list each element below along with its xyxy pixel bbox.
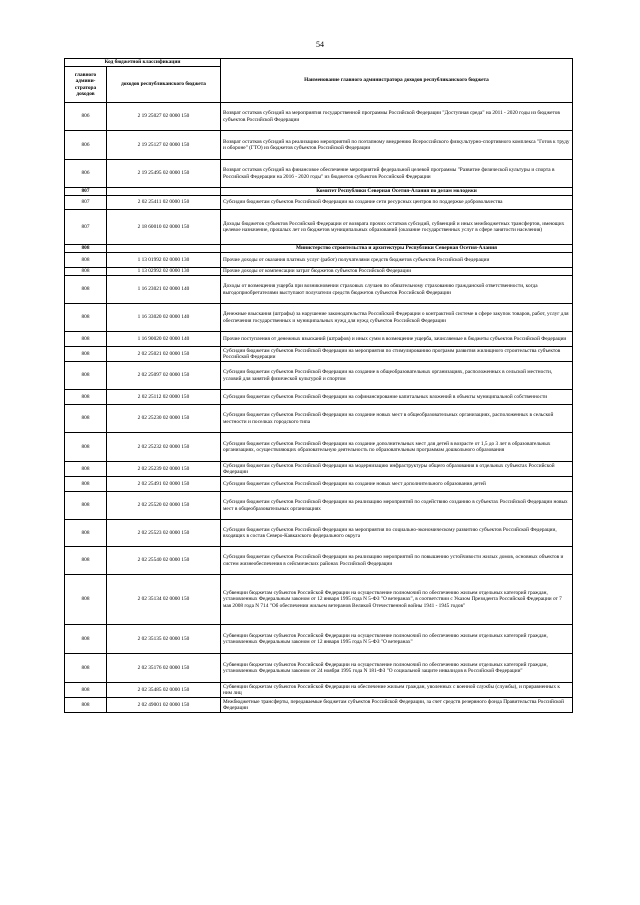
table-row xyxy=(65,654,573,683)
table-row xyxy=(65,160,573,188)
revenue-code-cell: 2 19 25127 02 0000 150 xyxy=(107,131,221,160)
revenue-code-cell: 2 02 25520 02 0000 150 xyxy=(107,492,221,520)
revenue-code-cell: 1 16 23021 02 0000 140 xyxy=(107,276,221,304)
revenue-code-cell: 2 02 35135 02 0000 150 xyxy=(107,625,221,654)
admin-code-cell: 808 xyxy=(65,462,107,477)
admin-code-cell: 808 xyxy=(65,477,107,492)
revenue-code-cell: 2 18 60010 02 0000 150 xyxy=(107,210,221,245)
admin-code-cell: 806 xyxy=(65,131,107,160)
admin-name-cell: Денежные взыскания (штрафы) за нарушение законодательства Российской Федерации о контрактной системе в сфере закупок товаров, работ, услуг для обеспечения государственных и муниципальных нужд для нужд субъектов Российской Федерации xyxy=(221,304,573,332)
admin-name-cell: Субсидии бюджетам субъектов Российской Федерации на софинансирование капитальных вложений в объекты муниципальной собственности xyxy=(221,390,573,405)
table-row xyxy=(65,520,573,547)
admin-code-cell: 806 xyxy=(65,160,107,188)
admin-code-cell: 806 xyxy=(65,103,107,131)
table-row xyxy=(65,103,573,131)
admin-code-cell: 808 xyxy=(65,698,107,713)
revenue-code-cell: 2 02 49001 02 0000 150 xyxy=(107,698,221,713)
admin-name-cell: Субсидии бюджетам субъектов Российской Федерации на создание новых мест дополнительного образования детей xyxy=(221,477,573,492)
header-classification-code: Код бюджетной классификации xyxy=(65,59,221,67)
admin-name-cell: Субвенции бюджетам субъектов Российской Федерации на обеспечение жильем граждан, уволенных с военной службы (службы), и приравненных к ним лиц xyxy=(221,683,573,698)
admin-name-cell: Субсидии бюджетам субъектов Российской Федерации на реализацию мероприятий по содействию созданию в субъектах Российской Федерации новых мест в общеобразовательных организациях xyxy=(221,492,573,520)
revenue-code-cell xyxy=(107,245,221,253)
revenue-code-cell: 2 02 25112 02 0000 150 xyxy=(107,390,221,405)
header-revenue-code: доходов республиканского бюджета xyxy=(107,67,221,103)
table-row xyxy=(65,131,573,160)
admin-name-cell: Субсидии бюджетам субъектов Российской Федерации на создание дополнительных мест для детей в возрасте от 1,5 до 3 лет в образовательных организациях, осуществляющих образовательную деятельность по образовательным программам дошкольного образования xyxy=(221,433,573,462)
admin-name-cell: Прочие доходы от оказания платных услуг (работ) получателями средств бюджетов субъектов Российской Федерации xyxy=(221,253,573,268)
revenue-code-cell: 2 19 25495 02 0000 150 xyxy=(107,160,221,188)
admin-name-cell: Возврат остатков субсидий на реализацию мероприятий по поэтапному внедрению Всероссийского физкультурно-спортивного комплекса "Готов к труду и обороне" (ГТО) из бюджетов субъектов Российской Федерации xyxy=(221,131,573,160)
admin-code-cell: 808 xyxy=(65,304,107,332)
admin-code-cell: 808 xyxy=(65,520,107,547)
revenue-code-cell: 2 02 25230 02 0000 150 xyxy=(107,405,221,433)
table-row xyxy=(65,188,573,196)
table-row xyxy=(65,390,573,405)
table-row xyxy=(65,268,573,276)
budget-classification-table xyxy=(64,58,573,713)
admin-name-cell: Субвенции бюджетам субъектов Российской Федерации на осуществление полномочий по обеспечению жильем отдельных категорий граждан, установленных Федеральным законом от 24 ноября 1995 года N 181-ФЗ "О социальной защите инвалидов в Российской Федерации" xyxy=(221,654,573,683)
admin-name-cell: Министерство строительства и архитектуры Республики Северная Осетия-Алания xyxy=(221,245,573,253)
admin-code-cell: 808 xyxy=(65,433,107,462)
admin-code-cell: 808 xyxy=(65,492,107,520)
admin-code-cell: 808 xyxy=(65,347,107,362)
admin-name-cell: Комитет Республики Северная Осетия-Алания по делам молодежи xyxy=(221,188,573,196)
admin-name-cell: Субсидии бюджетам субъектов Российской Федерации на мероприятия по социально-экономическому развитию субъектов Российской Федерации, входящих в состав Северо-Кавказского федерального округа xyxy=(221,520,573,547)
header-admin-code: главного админи-стратора доходов xyxy=(65,67,107,103)
revenue-code-cell: 2 02 25097 02 0000 150 xyxy=(107,362,221,390)
admin-code-cell: 808 xyxy=(65,405,107,433)
revenue-code-cell: 2 02 25411 02 0000 150 xyxy=(107,196,221,210)
revenue-code-cell: 2 02 25540 02 0000 150 xyxy=(107,547,221,575)
revenue-code-cell: 2 02 35176 02 0000 150 xyxy=(107,654,221,683)
revenue-code-cell: 1 16 33020 02 0000 140 xyxy=(107,304,221,332)
revenue-code-cell: 2 19 25027 02 0000 150 xyxy=(107,103,221,131)
table-row xyxy=(65,332,573,347)
admin-code-cell: 807 xyxy=(65,196,107,210)
admin-name-cell: Возврат остатков субсидий на мероприятия государственной программы Российской Федерации "Доступная среда" на 2011 - 2020 годы из бюджетов субъектов Российской Федерации xyxy=(221,103,573,131)
admin-code-cell: 808 xyxy=(65,547,107,575)
table-row xyxy=(65,575,573,625)
admin-code-cell: 808 xyxy=(65,683,107,698)
admin-name-cell: Субсидии бюджетам субъектов Российской Федерации на создание в общеобразовательных организациях, расположенных в сельской местности, условий для занятий физической культурой и спортом xyxy=(221,362,573,390)
revenue-code-cell: 2 02 25523 02 0000 150 xyxy=(107,520,221,547)
admin-code-cell: 807 xyxy=(65,188,107,196)
revenue-code-cell: 2 02 35134 02 0000 150 xyxy=(107,575,221,625)
admin-name-cell: Прочие доходы от компенсации затрат бюджетов субъектов Российской Федерации xyxy=(221,268,573,276)
admin-code-cell: 808 xyxy=(65,362,107,390)
table-body xyxy=(65,103,573,713)
table-row xyxy=(65,683,573,698)
table-row xyxy=(65,276,573,304)
revenue-code-cell: 2 02 25239 02 0000 150 xyxy=(107,462,221,477)
admin-code-cell: 808 xyxy=(65,245,107,253)
admin-name-cell: Субсидии бюджетам субъектов Российской Федерации на создание сети ресурсных центров по поддержке добровольчества xyxy=(221,196,573,210)
revenue-code-cell xyxy=(107,188,221,196)
admin-name-cell: Субсидии бюджетам субъектов Российской Федерации на создание новых мест в общеобразовательных организациях, расположенных в сельской местности и поселках городского типа xyxy=(221,405,573,433)
admin-code-cell: 807 xyxy=(65,210,107,245)
admin-code-cell: 808 xyxy=(65,276,107,304)
table-row xyxy=(65,362,573,390)
header-admin-name: Наименование главного администратора доходов республиканского бюджета xyxy=(221,59,573,103)
table-row xyxy=(65,245,573,253)
revenue-code-cell: 1 16 90020 02 0000 140 xyxy=(107,332,221,347)
admin-name-cell: Субсидии бюджетам субъектов Российской Федерации на модернизацию инфраструктуры общего образования в отдельных субъектах Российской Федерации xyxy=(221,462,573,477)
table-row xyxy=(65,196,573,210)
admin-name-cell: Субвенции бюджетам субъектов Российской Федерации на осуществление полномочий по обеспечению жильем отдельных категорий граждан, установленных Федеральным законом от 12 января 1995 года N 5-ФЗ "О ветеранах" xyxy=(221,625,573,654)
admin-code-cell: 808 xyxy=(65,575,107,625)
table-row xyxy=(65,347,573,362)
admin-name-cell: Межбюджетные трансферты, передаваемые бюджетам субъектов Российской Федерации, за счет средств резервного фонда Правительства Российской Федерации xyxy=(221,698,573,713)
table-row xyxy=(65,462,573,477)
admin-code-cell: 808 xyxy=(65,654,107,683)
revenue-code-cell: 2 02 25232 02 0000 150 xyxy=(107,433,221,462)
table-row xyxy=(65,210,573,245)
table-row xyxy=(65,405,573,433)
revenue-code-cell: 2 02 35485 02 0000 150 xyxy=(107,683,221,698)
table-row xyxy=(65,625,573,654)
revenue-code-cell: 1 13 01992 02 0000 130 xyxy=(107,253,221,268)
table-row xyxy=(65,698,573,713)
page-number: 54 xyxy=(316,40,324,49)
revenue-code-cell: 2 02 25491 02 0000 150 xyxy=(107,477,221,492)
table-row xyxy=(65,433,573,462)
table-row xyxy=(65,547,573,575)
admin-name-cell: Возврат остатков субсидий на финансовое обеспечение мероприятий федеральной целевой программы "Развитие физической культуры и спорта в Российской Федерации на 2016 - 2020 годы" из бюджетов субъектов Российской Федерации xyxy=(221,160,573,188)
admin-name-cell: Доходы от возмещения ущерба при возникновении страховых случаев по обязательному страхованию гражданской ответственности, когда выгодоприобретателями выступают получатели средств бюджетов субъектов Российской Федерации xyxy=(221,276,573,304)
admin-name-cell: Прочие поступления от денежных взысканий (штрафов) и иных сумм в возмещение ущерба, зачисляемые в бюджеты субъектов Российской Федерации xyxy=(221,332,573,347)
table-row xyxy=(65,492,573,520)
admin-name-cell: Субсидии бюджетам субъектов Российской Федерации на реализацию мероприятий по повышению устойчивости жилых домов, основных объектов и систем жизнеобеспечения в сейсмических районах Российской Федерации xyxy=(221,547,573,575)
table-row xyxy=(65,304,573,332)
admin-code-cell: 808 xyxy=(65,253,107,268)
revenue-code-cell: 1 13 02992 02 0000 130 xyxy=(107,268,221,276)
admin-name-cell: Субсидии бюджетам субъектов Российской Федерации на мероприятия по стимулированию программ развития жилищного строительства субъектов Российской Федерации xyxy=(221,347,573,362)
admin-code-cell: 808 xyxy=(65,625,107,654)
admin-name-cell: Доходы бюджетов субъектов Российской Федерации от возврата прочих остатков субсидий, субвенций и иных межбюджетных трансфертов, имеющих целевое назначение, прошлых лет из бюджетов муниципальных образований (оказание государственных услуг в сфере занятости населения) xyxy=(221,210,573,245)
admin-code-cell: 808 xyxy=(65,390,107,405)
table-row xyxy=(65,253,573,268)
revenue-code-cell: 2 02 25021 02 0000 150 xyxy=(107,347,221,362)
admin-name-cell: Субвенции бюджетам субъектов Российской Федерации на осуществление полномочий по обеспечению жильем отдельных категорий граждан, установленных Федеральным законом от 12 января 1995 года N 5-ФЗ "О ветеранах", в соответствии с Указом Президента Российской Федерации от 7 мая 2008 года N 714 "Об обеспечении жильем ветеранов Великой Отечественной войны 1941 - 1945 годов" xyxy=(221,575,573,625)
admin-code-cell: 808 xyxy=(65,332,107,347)
table-row xyxy=(65,477,573,492)
admin-code-cell: 808 xyxy=(65,268,107,276)
